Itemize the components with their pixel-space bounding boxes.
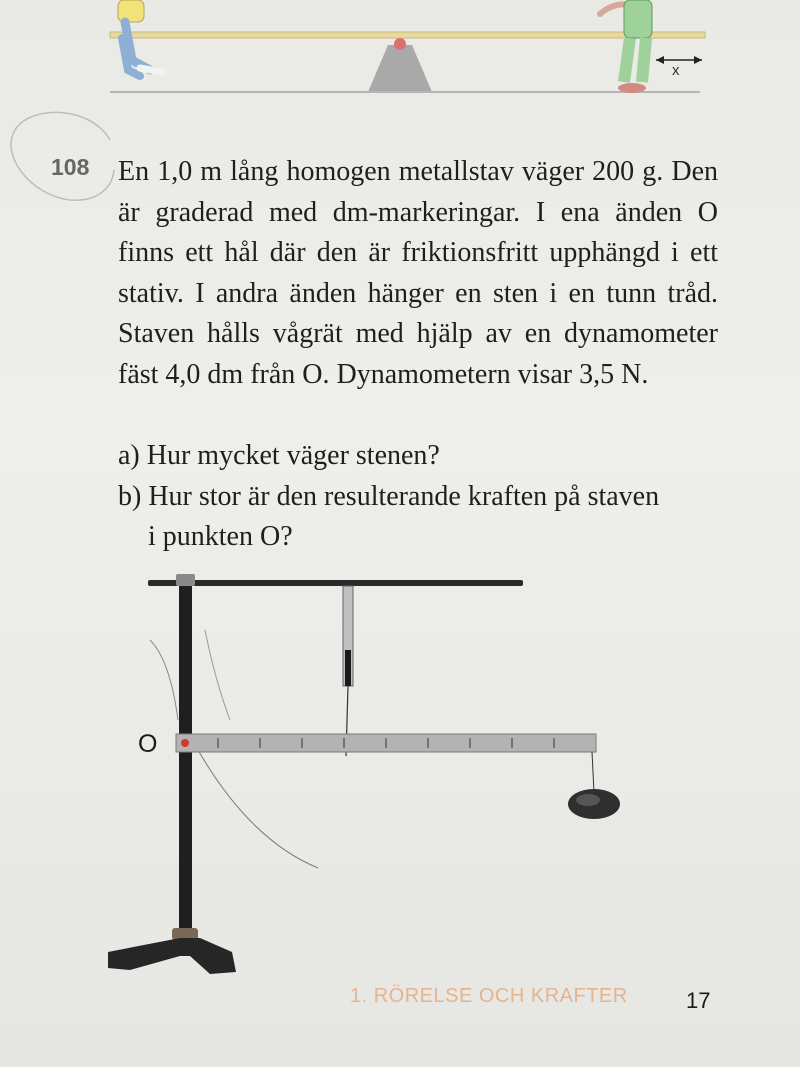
page-number: 17 [686,988,711,1013]
fulcrum-knob [394,38,406,50]
stand-vertical-rod [179,578,192,936]
question-b-continuation: i punkten O? [148,521,293,552]
distance-label: x [672,62,680,79]
problem-number: 108 [51,154,90,180]
pivot-hole [181,739,189,747]
problem-statement: En 1,0 m lång homogen metallstav väger 200 g. Den är graderad med dm-markeringar. I ena änden O finns ett hål där den är friktionsfritt upphängd i ett stativ. I andra änden hänger en sten i en tunn tråd. Staven hålls vågrät med hjälp av en dynamometer fäst 4,0 dm från O. Dynamometern visar 3,5 N. [118,156,718,390]
stand-base [108,928,236,974]
right-figure [600,0,652,93]
seesaw-fulcrum [368,45,432,92]
seesaw-illustration [0,0,800,110]
pencil-mark [198,750,318,868]
chapter-title: 1. RÖRELSE OCH KRAFTER [350,985,628,1007]
stone-thread [592,752,594,792]
question-a: a) Hur mycket väger stenen? [118,440,440,471]
dynamometer [343,586,353,756]
graduated-metal-bar [176,734,596,752]
stand-top-rod [148,580,523,586]
pencil-mark [205,630,230,720]
stand-clamp [176,574,195,586]
seesaw-plank [110,32,705,38]
pivot-label-o: O [138,730,158,758]
apparatus-figure [0,560,800,980]
pencil-mark [150,640,178,720]
question-b: b) Hur stor är den resulterande kraften på staven [118,481,660,512]
